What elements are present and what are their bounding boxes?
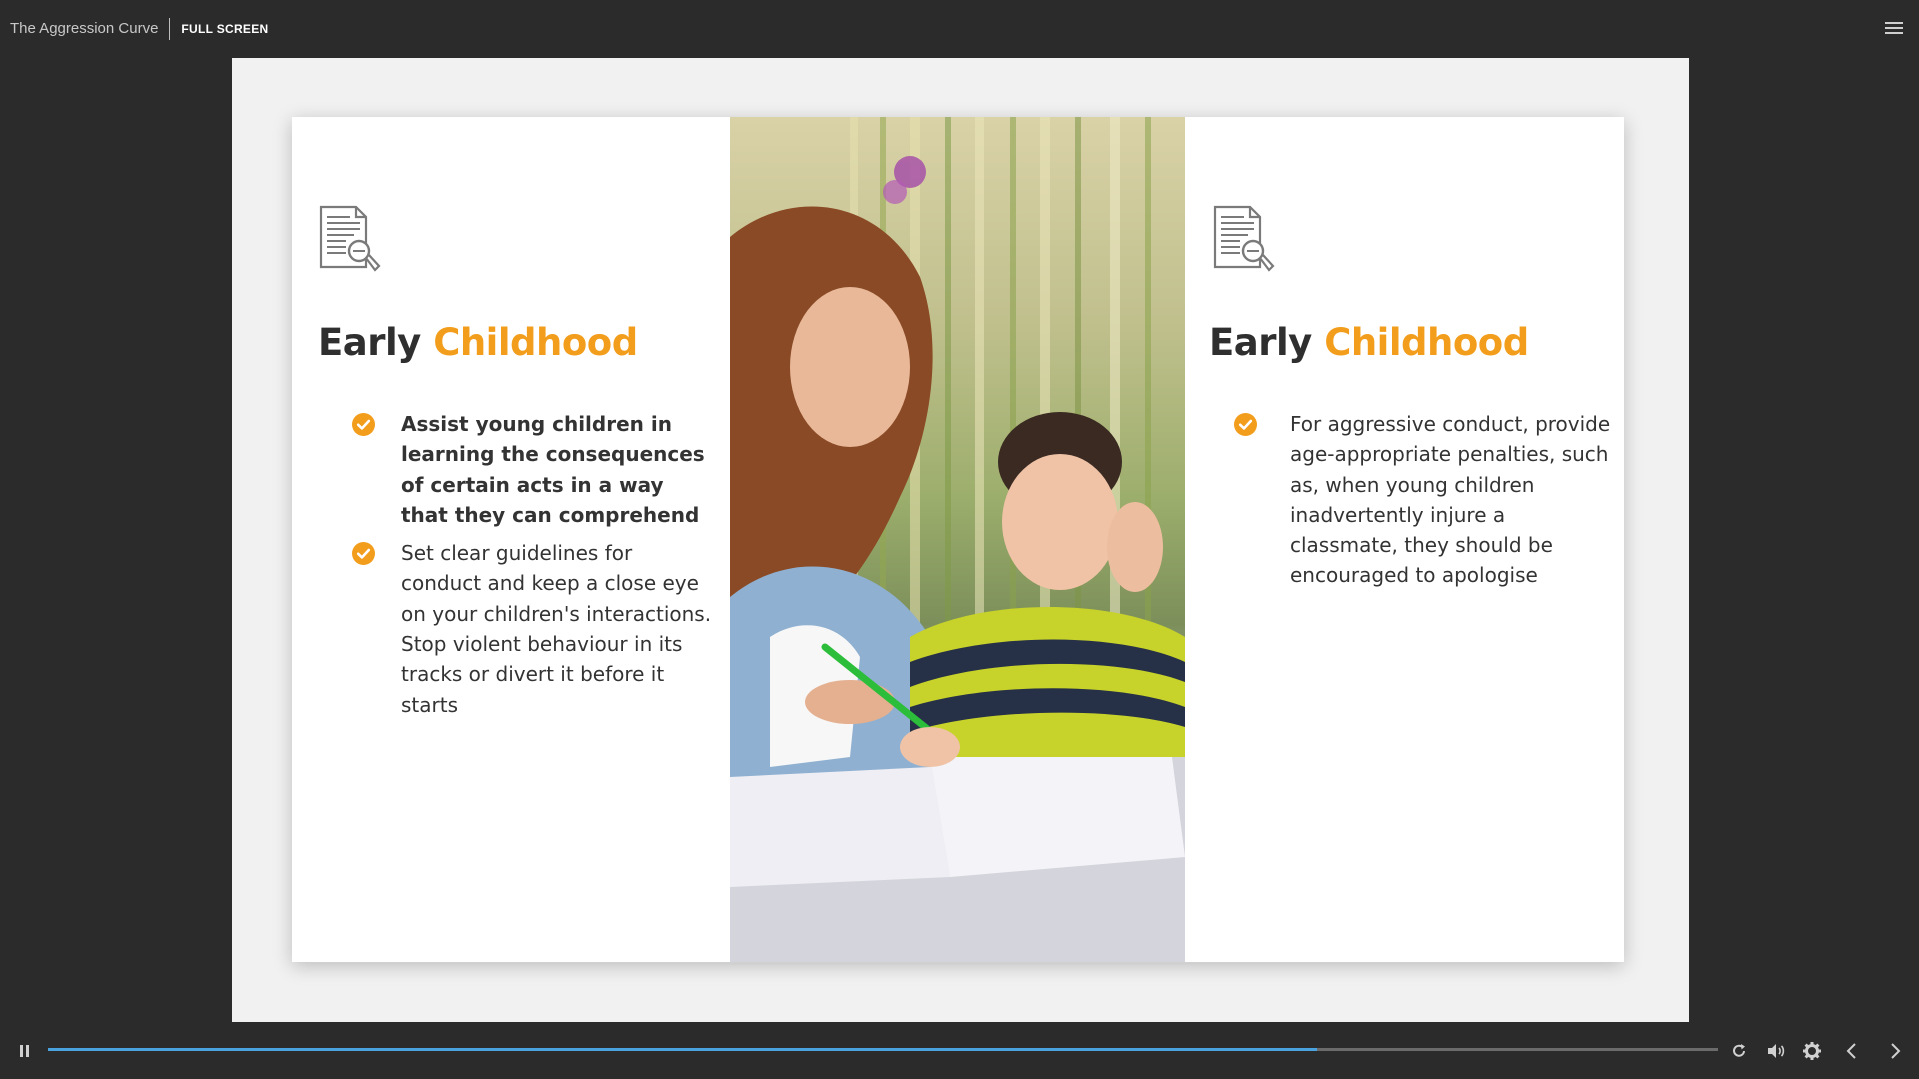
list-item (352, 538, 712, 720)
right-bullet-list (1241, 409, 1613, 599)
bullet-text: Set clear guidelines for conduct and keep a close eye on your children's interactions. Stop violent behaviour in its tracks or divert it before it starts (401, 541, 712, 717)
volume-icon[interactable] (1765, 1040, 1787, 1062)
bullet-text: For aggressive conduct, provide age-appropriate penalties, such as, when young children inadvertently injure a classmate, they should be encouraged to apologise (1290, 412, 1611, 588)
next-icon[interactable] (1884, 1040, 1906, 1062)
right-panel (1185, 117, 1624, 962)
list-item (1241, 409, 1613, 591)
right-heading (1209, 321, 1529, 364)
settings-icon[interactable] (1801, 1040, 1823, 1062)
player-controls (0, 1022, 1919, 1079)
bullet-text: Assist young children in learning the consequences of certain acts in a way that they can comprehend (401, 412, 705, 527)
document-search-icon (318, 205, 390, 277)
check-circle-icon (352, 542, 375, 565)
top-bar (0, 0, 1919, 58)
full-screen-button[interactable]: FULL SCREEN (181, 22, 269, 36)
mother-child-photo (730, 117, 1185, 962)
previous-icon[interactable] (1841, 1040, 1863, 1062)
right-heading-main: Early (1209, 321, 1312, 364)
list-item (352, 409, 712, 530)
left-heading (318, 321, 638, 364)
pause-icon[interactable] (14, 1040, 36, 1062)
left-bullet-list (352, 409, 712, 728)
document-search-icon (1212, 205, 1284, 277)
progress-fill (48, 1048, 1317, 1051)
course-title: The Aggression Curve (10, 18, 170, 40)
right-heading-accent: Childhood (1324, 321, 1529, 364)
left-panel (292, 117, 730, 962)
replay-icon[interactable] (1728, 1040, 1750, 1062)
menu-icon[interactable] (1885, 22, 1903, 36)
slide (292, 117, 1624, 962)
slide-stage (232, 58, 1689, 1022)
check-circle-icon (1234, 413, 1257, 436)
check-circle-icon (352, 413, 375, 436)
left-heading-accent: Childhood (433, 321, 638, 364)
photo-illustration (730, 117, 1185, 962)
progress-bar[interactable] (48, 1048, 1718, 1051)
left-heading-main: Early (318, 321, 421, 364)
